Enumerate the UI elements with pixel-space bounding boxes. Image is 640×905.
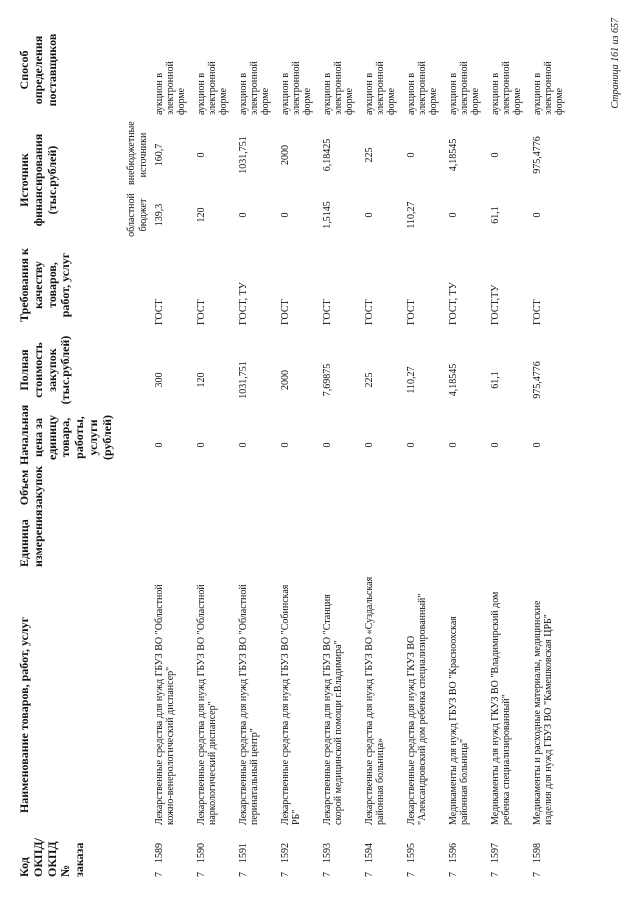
cell-extra: 160,7: [154, 143, 165, 167]
cell-regional: 0: [280, 212, 291, 218]
cell-price: 0: [322, 442, 333, 448]
cell-total: 4,18545: [448, 363, 459, 397]
header-code: Код ОКПД/ ОКПД № заказа: [17, 838, 87, 877]
cell-quality: ГОСТ,ТУ: [490, 284, 501, 325]
cell-regional: 139,3: [154, 203, 165, 227]
cell-extra: 2000: [280, 145, 291, 165]
cell-price: 0: [238, 442, 249, 448]
cell-price: 0: [196, 442, 207, 448]
cell-method: аукцион в электронной форме: [532, 61, 565, 115]
cell-total: 2000: [280, 370, 291, 390]
cell-extra: 4,18545: [448, 138, 459, 172]
cell-method: аукцион в электронной форме: [448, 61, 481, 115]
cell-name: Лекарственные средства для нужд ГБУЗ ВО "Областной кожно-венерологический диспансер": [154, 584, 176, 825]
cell-price: 0: [364, 442, 375, 448]
cell-quality: ГОСТ, ТУ: [448, 282, 459, 325]
cell-code: 7: [154, 872, 165, 877]
cell-extra: 0: [196, 152, 207, 158]
cell-extra: 225: [364, 147, 375, 163]
cell-method: аукцион в электронной форме: [364, 61, 397, 115]
cell-extra: 0: [490, 152, 501, 158]
cell-extra: 1031,751: [238, 136, 249, 174]
cell-method: аукцион в электронной форме: [490, 61, 523, 115]
cell-regional: 0: [364, 212, 375, 218]
cell-extra: 6,18425: [322, 138, 333, 172]
cell-num: 1590: [196, 843, 207, 863]
cell-name: Медикаменты для нужд ГКУЗ ВО "Владимирский дом ребенка специализированный": [490, 591, 512, 825]
cell-num: 1596: [448, 843, 459, 863]
cell-price: 0: [448, 442, 459, 448]
cell-method: аукцион в электронной форме: [154, 61, 187, 115]
cell-extra: 0: [406, 152, 417, 158]
cell-name: Лекарственные средства для нужд ГБУЗ ВО "Собинская РБ": [280, 584, 302, 825]
cell-total: 300: [154, 372, 165, 388]
cell-num: 1595: [406, 843, 417, 863]
cell-name: Лекарственные средства для нужд ГБУЗ ВО "Станция скорой медицинской помощи г.Владимира": [322, 594, 344, 825]
cell-quality: ГОСТ: [280, 299, 291, 325]
header-funding-extra: внебюджетные источники: [126, 121, 149, 185]
header-funding: Источник финансирования (тыс.рублей): [17, 133, 59, 227]
cell-code: 7: [532, 872, 543, 877]
cell-method: аукцион в электронной форме: [280, 61, 313, 115]
cell-price: 0: [532, 442, 543, 448]
cell-price: 0: [280, 442, 291, 448]
cell-method: аукцион в электронной форме: [322, 61, 355, 115]
cell-num: 1594: [364, 843, 375, 863]
header-unit-price: Начальная цена за единицу товара, работы, услуги (рублей): [17, 404, 114, 465]
cell-regional: 120: [196, 207, 207, 223]
header-method: Способ определения поставщиков: [17, 33, 59, 107]
cell-name: Лекарственные средства для нужд ГБУЗ ВО "Областной наркологический диспансер": [196, 584, 218, 825]
cell-code: 7: [280, 872, 291, 877]
cell-regional: 110,27: [406, 201, 417, 229]
page-footer: Страница 161 из 657: [610, 18, 621, 109]
cell-total: 61,1: [490, 371, 501, 389]
cell-num: 1589: [154, 843, 165, 863]
cell-code: 7: [364, 872, 375, 877]
cell-quality: ГОСТ: [364, 299, 375, 325]
cell-total: 975,4776: [532, 361, 543, 399]
cell-code: 7: [322, 872, 333, 877]
cell-regional: 61,1: [490, 206, 501, 224]
header-funding-regional: областной бюджет: [126, 193, 149, 237]
cell-name: Медикаменты для нужд ГБУЗ ВО "Красноохская районная больница": [448, 616, 470, 825]
cell-total: 225: [364, 372, 375, 388]
header-unit: Единица измерения: [17, 509, 45, 567]
cell-total: 1031,751: [238, 361, 249, 399]
header-volume: Объем закупок: [17, 465, 45, 510]
cell-code: 7: [406, 872, 417, 877]
cell-extra: 975,4776: [532, 136, 543, 174]
header-name: Наименование товаров, работ, услуг: [17, 616, 31, 814]
cell-quality: ГОСТ: [154, 299, 165, 325]
cell-name: Лекарственные средства для нужд ГБУЗ ВО «Суздальская районная больница»: [364, 576, 386, 825]
cell-code: 7: [238, 872, 249, 877]
cell-code: 7: [448, 872, 459, 877]
cell-regional: 0: [532, 212, 543, 218]
cell-code: 7: [196, 872, 207, 877]
cell-quality: ГОСТ: [406, 299, 417, 325]
cell-method: аукцион в электронной форме: [238, 61, 271, 115]
cell-method: аукцион в электронной форме: [406, 61, 439, 115]
cell-name: Лекарственные средства для нужд ГБУЗ ВО "Областной перинатальный центр": [238, 584, 260, 825]
cell-num: 1598: [532, 843, 543, 863]
cell-quality: ГОСТ, ТУ: [238, 282, 249, 325]
cell-num: 1591: [238, 843, 249, 863]
cell-price: 0: [490, 442, 501, 448]
cell-name: Лекарственные средства для нужд ГКУЗ ВО "Александровский дом ребенка специализированный": [406, 593, 428, 825]
cell-total: 120: [196, 372, 207, 388]
cell-method: аукцион в электронной форме: [196, 61, 229, 115]
cell-num: 1593: [322, 843, 333, 863]
cell-quality: ГОСТ: [532, 299, 543, 325]
cell-quality: ГОСТ: [322, 299, 333, 325]
cell-num: 1597: [490, 843, 501, 863]
cell-total: 7,69875: [322, 363, 333, 397]
cell-regional: 0: [238, 212, 249, 218]
cell-regional: 1,5145: [322, 201, 333, 229]
cell-num: 1592: [280, 843, 291, 863]
cell-price: 0: [154, 442, 165, 448]
cell-name: Медикаменты и расходные материалы, медицинские изделия для нужд ГБУЗ ВО "Камешковская ЦРБ": [532, 600, 554, 825]
header-quality: Требования к качеству товаров, работ, услуг: [17, 248, 73, 322]
cell-total: 110,27: [406, 366, 417, 394]
cell-regional: 0: [448, 212, 459, 218]
cell-quality: ГОСТ: [196, 299, 207, 325]
header-total-cost: Полная стоимость закупок (тыс.рублей): [17, 335, 73, 405]
cell-price: 0: [406, 442, 417, 448]
cell-code: 7: [490, 872, 501, 877]
